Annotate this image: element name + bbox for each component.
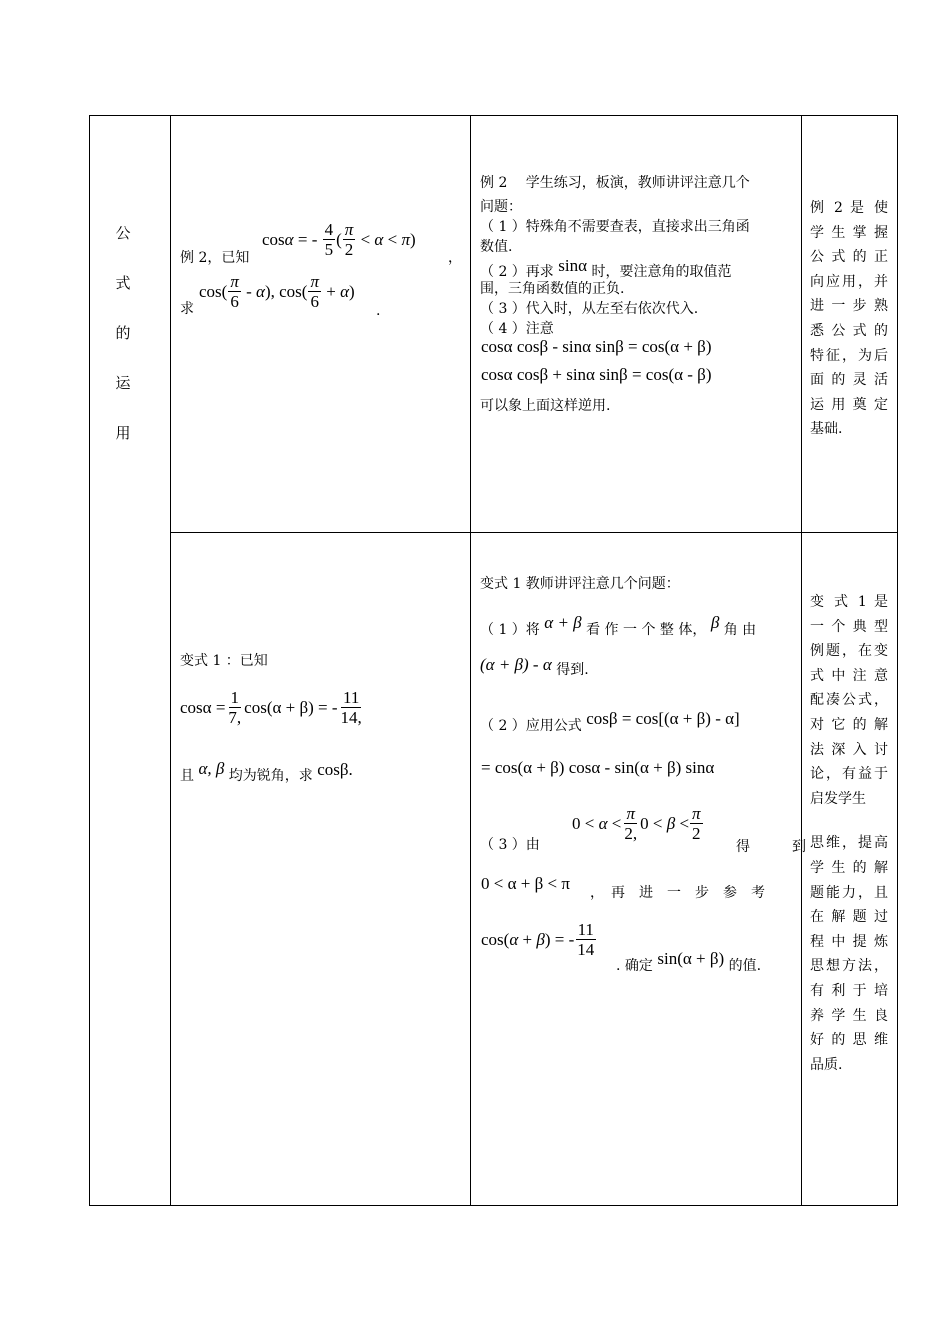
variant1-given-formula: cosα = $\frac{1}{7,}$ cos(α + β) = - $\frac{11}{14,}$ bbox=[180, 688, 362, 727]
notes-line: 数值. bbox=[480, 239, 513, 255]
notes-line: 问题： bbox=[480, 199, 522, 215]
notes-line: （ 4 ）注意 bbox=[480, 321, 554, 337]
example2-target-formula: cos( $\frac{\pi}{6}$ - α ), cos( $\frac{\pi}{6}$ + α ) bbox=[199, 272, 355, 311]
example2-label: 例 2，已知 bbox=[180, 250, 250, 266]
notes-line: 可以象上面这样逆用. bbox=[480, 398, 611, 414]
notes-line: 例 2 学生练习，板演，教师讲评注意几个 bbox=[480, 175, 750, 191]
notes-line: （ 2 ）再求 sinα 时，要注意角的取值范 bbox=[480, 256, 732, 280]
angle-range-formula: 0 < α < $\frac{\pi}{2,}$ 0 < β < $\frac{\pi}{2}$ bbox=[572, 804, 701, 843]
notes-line: （ 1 ）特殊角不需要查表，直接求出三角函 bbox=[480, 219, 750, 235]
expanded-formula: = cos(α + β) cosα - sin(α + β) sinα bbox=[481, 758, 715, 777]
sum-range-formula: 0 < α + β < π bbox=[481, 874, 570, 893]
example2-given-formula: cos α = - $\frac{4}{5}$ ( $\frac{\pi}{2}$ < α < π ) bbox=[262, 220, 416, 259]
difference-formula: cosα cosβ + sinα sinβ = cos(α - β) bbox=[481, 365, 712, 384]
notes-point-3-label: （ 3 ）由 bbox=[480, 837, 540, 853]
sum-formula: cosα cosβ - sinα sinβ = cos(α + β) bbox=[481, 337, 712, 356]
example2-period: . bbox=[376, 303, 381, 319]
notes-point-1: （ 1 ）将 α + β 看 作 一 个 整 体， β 角 由 bbox=[480, 613, 757, 638]
column-divider bbox=[470, 116, 471, 1205]
example2-comma: ， bbox=[448, 250, 462, 266]
cos-sum-value-formula: cos( α + β ) = - $\frac{11}{14}$ bbox=[481, 920, 595, 959]
variant1-condition: 且 α, β 均为锐角，求 cosβ. bbox=[180, 759, 353, 784]
variant1-label: 变式 1 ：已知 bbox=[180, 653, 268, 669]
section-title: 公 式 的 运 用 bbox=[115, 224, 131, 442]
column-divider bbox=[170, 116, 171, 1205]
notes-line: 围，三角函数值的正负. bbox=[480, 281, 625, 297]
notes-title: 变式 1 教师讲评注意几个问题： bbox=[480, 576, 680, 592]
notes-point-3-text: 得 到 bbox=[736, 839, 806, 855]
variant1-purpose: 变 式 1 是 一 个 典 型 例题，在变 式 中 注 意 配凑公式， 对 它 的 解 法 深 入 讨 论，有益于 启发学生 思维，提高 学 生 的 解 题能力，且 在 解 题 过 程 中 提 炼 思想方法， 有 利 于 培 养 学 生 良 好 的 思 维 品质. bbox=[810, 594, 888, 1073]
notes-line: （ 3 ）代入时，从左至右依次代入. bbox=[480, 301, 699, 317]
example2-purpose: 例 2 是 使 学 生 掌 握 公 式 的 正 向应用，并 进 一 步 熟 悉 公 式 的 特征，为后 面 的 灵 活 运 用 奠 定 基础. bbox=[810, 200, 888, 438]
notes-point-2: （ 2 ）应用公式 cosβ = cos[(α + β) - α] bbox=[480, 709, 740, 734]
notes-point-3-text: ， 再 进 一 步 参 考 bbox=[590, 885, 765, 901]
row-divider bbox=[170, 532, 897, 533]
notes-point-3-end: . 确定 sin(α + β) 的值. bbox=[616, 949, 762, 974]
example2-ask: 求 bbox=[180, 301, 194, 317]
column-divider bbox=[801, 116, 802, 1205]
notes-point-1-cont: (α + β) - α 得到. bbox=[480, 655, 589, 678]
